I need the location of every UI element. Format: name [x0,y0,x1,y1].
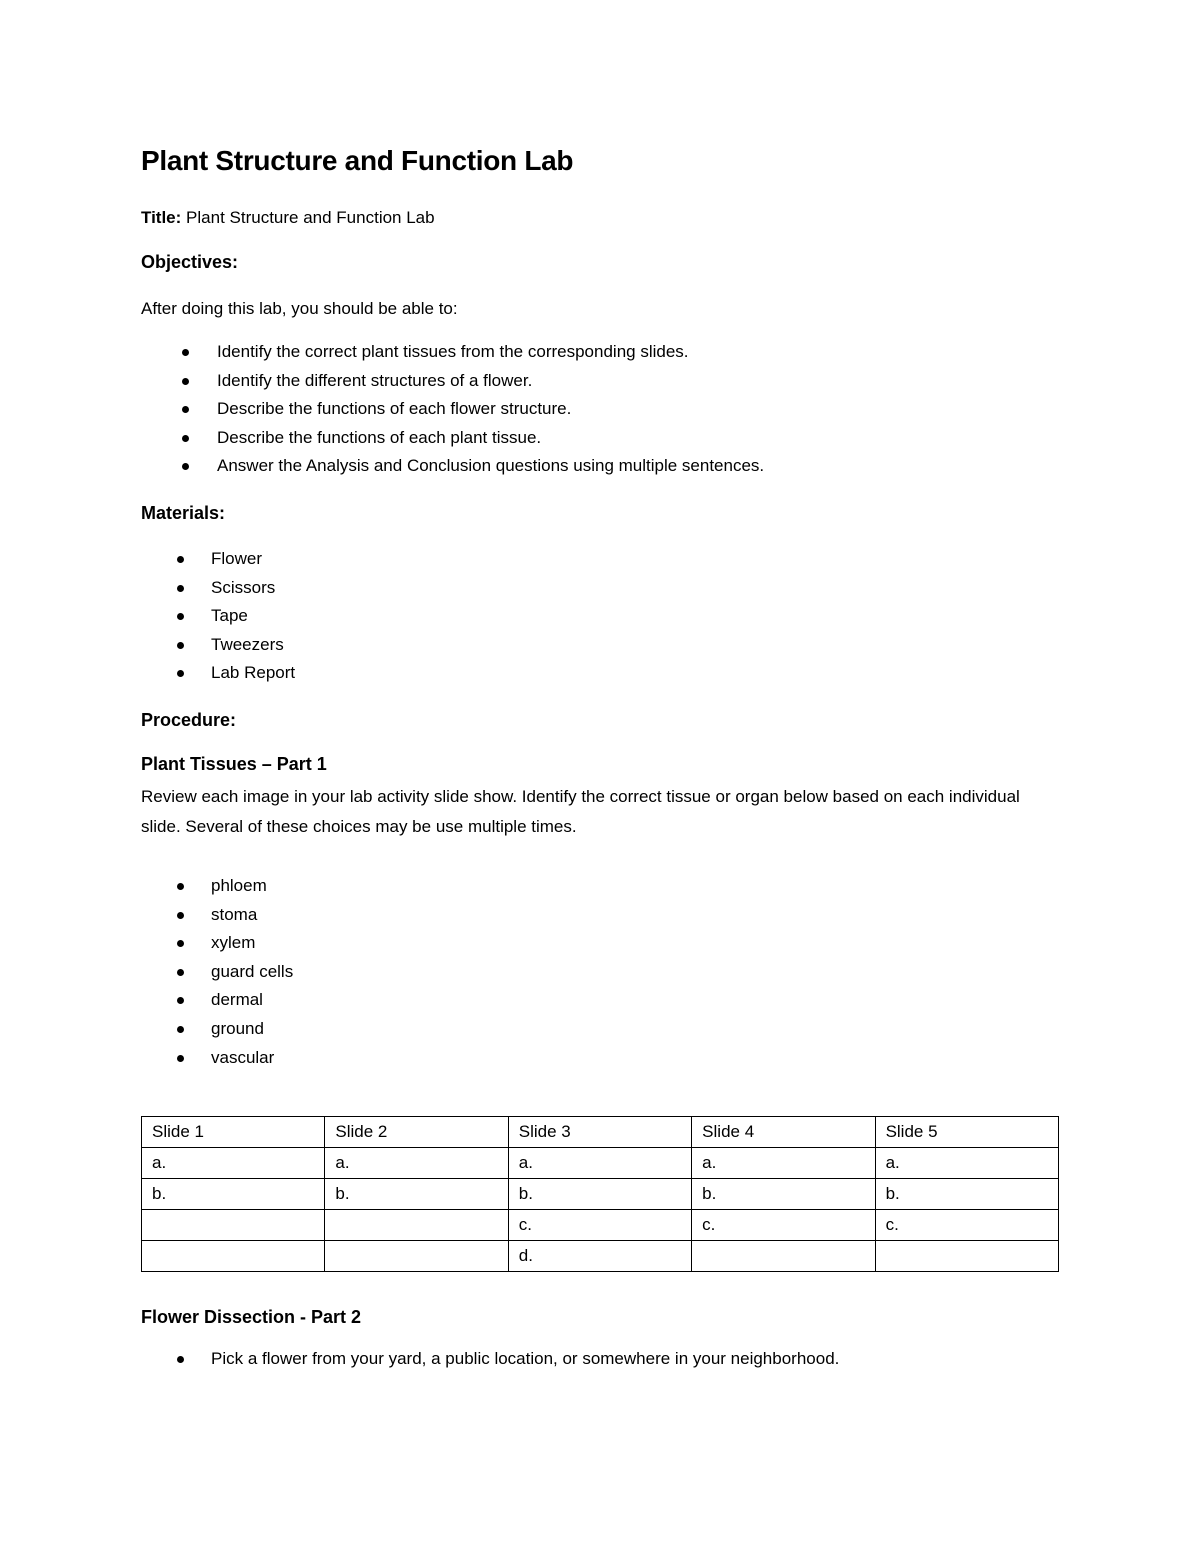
list-item: Describe the functions of each flower structure. [141,395,1061,424]
bullet-icon [177,997,184,1004]
table-cell[interactable]: c. [875,1210,1058,1241]
list-item: Scissors [141,574,1061,603]
title-field [141,206,1061,230]
bullet-icon [177,1026,184,1033]
list-item: xylem [141,929,1061,958]
document-page [141,138,1061,1394]
table-cell[interactable]: d. [508,1241,691,1272]
list-item: vascular [141,1044,1061,1073]
bullet-icon [177,613,184,620]
title-field-value: Plant Structure and Function Lab [186,208,435,227]
part2-list [141,1345,1061,1374]
list-item: Answer the Analysis and Conclusion questions using multiple sentences. [141,452,1061,481]
part1-heading: Plant Tissues – Part 1 [141,753,327,774]
table-cell[interactable]: a. [325,1148,508,1179]
table-cell[interactable] [142,1210,325,1241]
bullet-icon [177,969,184,976]
list-item: phloem [141,872,1061,901]
table-cell[interactable]: b. [142,1179,325,1210]
objectives-heading: Objectives: [141,252,239,272]
bullet-icon [182,349,189,356]
table-cell[interactable]: a. [508,1148,691,1179]
bullet-icon [177,556,184,563]
part1-instructions: Review each image in your lab activity slide show. Identify the correct tissue or organ below based on each individual slide. Several of these choices may be use multiple times. [141,786,1020,836]
table-row [142,1241,1059,1272]
tissue-choices-list [141,872,1061,1072]
list-item: dermal [141,986,1061,1015]
document-title: Plant Structure and Function Lab [141,145,574,176]
bullet-icon [182,463,189,470]
table-cell[interactable] [692,1241,875,1272]
table-row [142,1210,1059,1241]
list-item: stoma [141,901,1061,930]
table-header-cell: Slide 5 [875,1117,1058,1148]
table-cell[interactable]: a. [142,1148,325,1179]
bullet-icon [177,1055,184,1062]
objectives-list [141,338,1061,481]
bullet-icon [177,883,184,890]
list-item: Tweezers [141,631,1061,660]
table-cell[interactable]: b. [875,1179,1058,1210]
list-item: Tape [141,602,1061,631]
bullet-icon [182,435,189,442]
table-cell[interactable]: c. [508,1210,691,1241]
table-cell[interactable]: a. [875,1148,1058,1179]
table-cell[interactable] [875,1241,1058,1272]
table-header-cell: Slide 3 [508,1117,691,1148]
table-header-cell: Slide 1 [142,1117,325,1148]
table-header-cell: Slide 4 [692,1117,875,1148]
list-item: Identify the correct plant tissues from the corresponding slides. [141,338,1061,367]
list-item: Pick a flower from your yard, a public location, or somewhere in your neighborhood. [141,1345,1061,1374]
table-header-cell: Slide 2 [325,1117,508,1148]
bullet-icon [182,378,189,385]
objectives-intro: After doing this lab, you should be able to: [141,299,458,318]
title-field-label: Title: [141,208,182,227]
table-cell[interactable] [325,1210,508,1241]
materials-list [141,545,1061,688]
table-row [142,1179,1059,1210]
table-cell[interactable]: b. [325,1179,508,1210]
part2-heading: Flower Dissection - Part 2 [141,1307,362,1328]
bullet-icon [177,642,184,649]
list-item: guard cells [141,958,1061,987]
bullet-icon [177,585,184,592]
bullet-icon [177,1356,184,1363]
list-item: Lab Report [141,659,1061,688]
table-cell[interactable]: b. [692,1179,875,1210]
materials-heading: Materials: [141,502,226,523]
table-cell[interactable] [142,1241,325,1272]
table-cell[interactable]: a. [692,1148,875,1179]
bullet-icon [177,912,184,919]
list-item: ground [141,1015,1061,1044]
table-row [142,1148,1059,1179]
list-item: Flower [141,545,1061,574]
table-cell[interactable] [325,1241,508,1272]
table-header-row [142,1117,1059,1148]
list-item: Describe the functions of each plant tissue. [141,424,1061,453]
list-item: Identify the different structures of a flower. [141,367,1061,396]
procedure-heading: Procedure: [141,709,237,730]
table-cell[interactable]: b. [508,1179,691,1210]
slides-table [141,1116,1059,1272]
bullet-icon [177,670,184,677]
bullet-icon [182,406,189,413]
bullet-icon [177,940,184,947]
table-cell[interactable]: c. [692,1210,875,1241]
